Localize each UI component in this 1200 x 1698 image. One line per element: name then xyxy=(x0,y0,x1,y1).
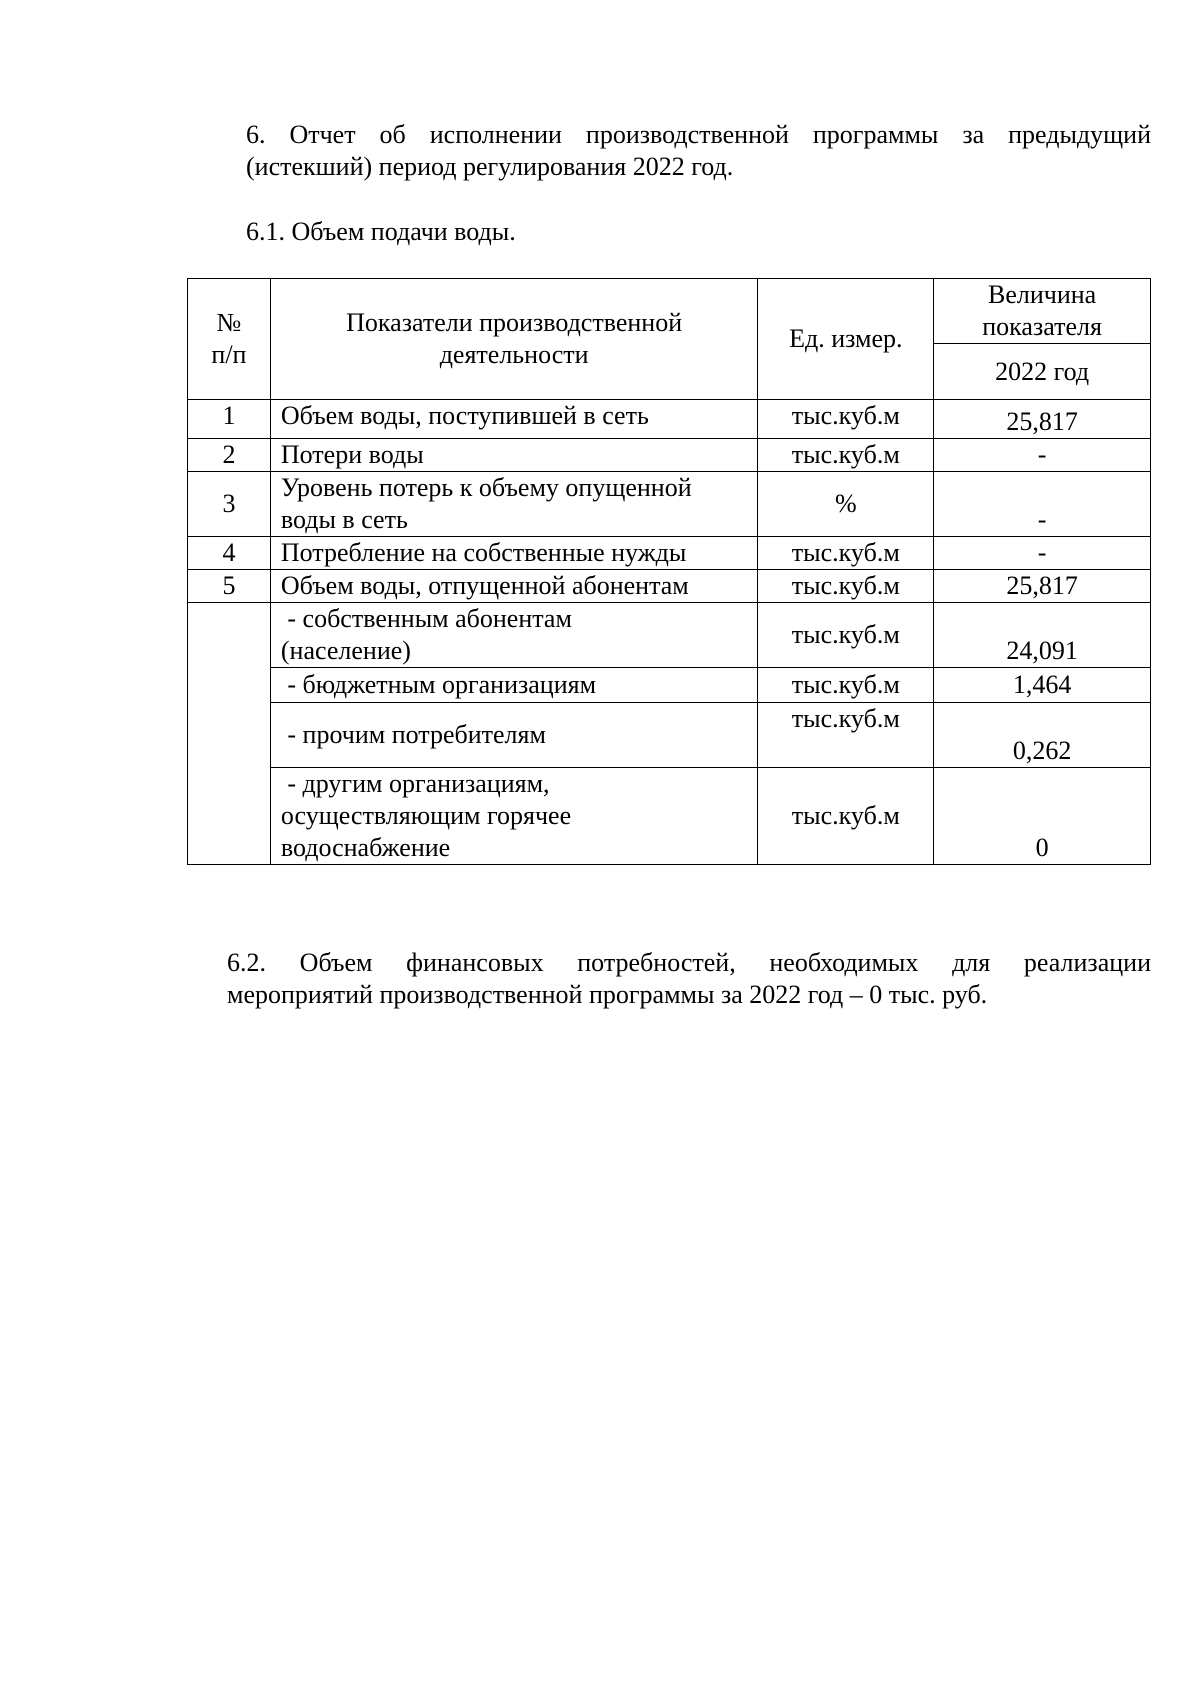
row-name-line-1: Уровень потерь к объему опущенной xyxy=(280,473,692,502)
row-name: Потребление на собственные нужды xyxy=(270,537,758,570)
subrow-name-line-2: (население) xyxy=(280,636,411,665)
subrow-unit: тыс.куб.м xyxy=(758,668,934,703)
header-num-line-2: п/п xyxy=(211,340,247,369)
table-row xyxy=(188,472,1151,537)
subrow-name-line-1: - другим организациям, xyxy=(280,769,550,798)
header-value xyxy=(934,279,1151,344)
subrow-name-line-2: осуществляющим горячее xyxy=(280,801,572,830)
table-header-row xyxy=(188,279,1151,344)
table-row xyxy=(188,537,1151,570)
row-num: 4 xyxy=(188,537,271,570)
subrow-name-line-1: - собственным абонентам xyxy=(280,604,572,633)
row-unit: тыс.куб.м xyxy=(758,400,934,439)
header-indicator-line-1: Показатели производственной xyxy=(346,308,683,337)
subrow-num-empty xyxy=(188,603,271,865)
subrow-name xyxy=(270,703,758,768)
row-value: 25,817 xyxy=(934,570,1151,603)
water-supply-table xyxy=(187,278,1151,865)
header-year: 2022 год xyxy=(934,344,1151,400)
section-6-line-1: 6. Отчет об исполнении производственной программы за предыдущий xyxy=(246,120,1151,149)
header-value-line-1: Величина xyxy=(988,280,1097,309)
row-num: 3 xyxy=(188,472,271,537)
row-num: 1 xyxy=(188,400,271,439)
row-value: - xyxy=(934,537,1151,570)
header-indicator xyxy=(270,279,758,400)
row-value: - xyxy=(934,472,1151,537)
row-value: 25,817 xyxy=(934,400,1151,439)
row-name: Потери воды xyxy=(270,439,758,472)
subrow-name xyxy=(270,603,758,668)
section-6-heading xyxy=(246,119,1151,183)
row-unit: тыс.куб.м xyxy=(758,537,934,570)
table-subrow xyxy=(188,668,1151,703)
subrow-unit: тыс.куб.м xyxy=(758,703,934,768)
row-name xyxy=(270,472,758,537)
subrow-value: 0 xyxy=(934,768,1151,865)
header-num xyxy=(188,279,271,400)
subrow-value: 0,262 xyxy=(934,703,1151,768)
subrow-name-line-1: - прочим потребителям xyxy=(280,720,546,749)
header-unit: Ед. измер. xyxy=(758,279,934,400)
subrow-name-line-3: водоснабжение xyxy=(280,833,451,862)
subrow-value: 24,091 xyxy=(934,603,1151,668)
row-unit: тыс.куб.м xyxy=(758,570,934,603)
subrow-name xyxy=(270,668,758,703)
table-row xyxy=(188,439,1151,472)
subrow-unit: тыс.куб.м xyxy=(758,768,934,865)
table-subrow xyxy=(188,768,1151,865)
row-value: - xyxy=(934,439,1151,472)
row-num: 2 xyxy=(188,439,271,472)
section-6-2-line-1: 6.2. Объем финансовых потребностей, необходимых для реализации xyxy=(227,948,1151,977)
subrow-name xyxy=(270,768,758,865)
header-indicator-line-2: деятельности xyxy=(439,340,589,369)
section-6-2-paragraph xyxy=(227,947,1151,1011)
table-subrow xyxy=(188,703,1151,768)
header-value-line-2: показателя xyxy=(982,312,1102,341)
section-6-1-title: 6.1. Объем подачи воды. xyxy=(246,217,516,246)
table-subrow xyxy=(188,603,1151,668)
section-6-line-2: (истекший) период регулирования 2022 год. xyxy=(246,152,734,181)
subrow-value: 1,464 xyxy=(934,668,1151,703)
row-name: Объем воды, поступившей в сеть xyxy=(270,400,758,439)
subrow-name-line-1: - бюджетным организациям xyxy=(280,670,597,699)
row-num: 5 xyxy=(188,570,271,603)
table-row xyxy=(188,400,1151,439)
table-row xyxy=(188,570,1151,603)
section-6-2-line-2: мероприятий производственной программы за 2022 год – 0 тыс. руб. xyxy=(227,980,988,1009)
header-num-line-1: № xyxy=(216,308,242,337)
row-unit: тыс.куб.м xyxy=(758,439,934,472)
row-unit: % xyxy=(758,472,934,537)
subrow-unit: тыс.куб.м xyxy=(758,603,934,668)
row-name-line-2: воды в сеть xyxy=(280,505,408,534)
row-name: Объем воды, отпущенной абонентам xyxy=(270,570,758,603)
